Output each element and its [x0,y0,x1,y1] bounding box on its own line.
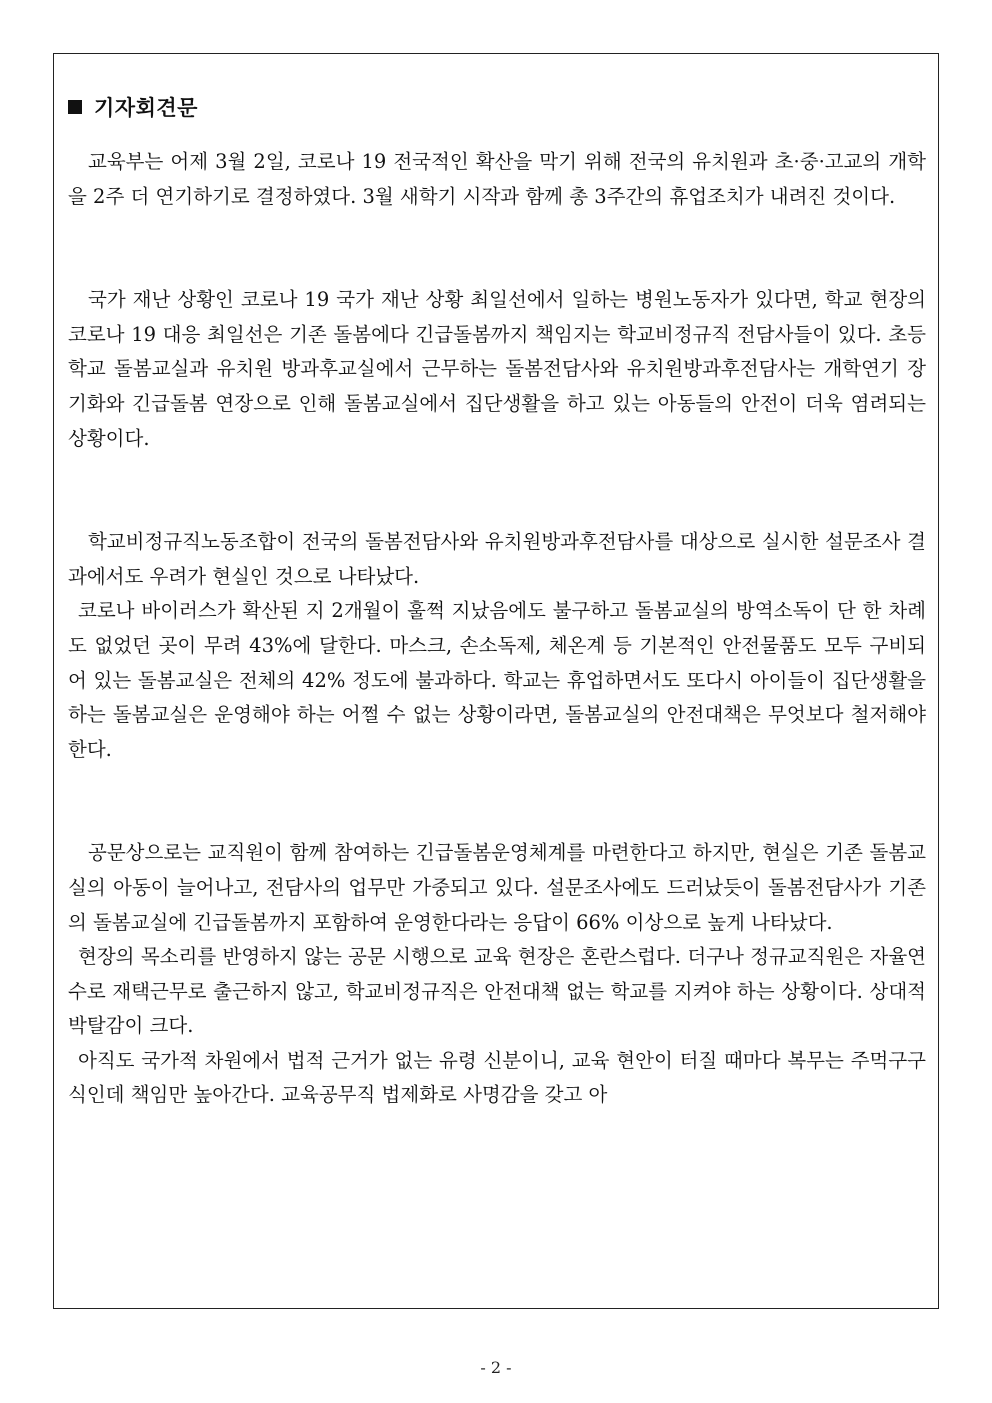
press-statement-body [68,145,926,1113]
paragraph-2: 국가 재난 상황인 코로나 19 국가 재난 상황 최일선에서 일하는 병원노동자가 있다면, 학교 현장의 코로나 19 대응 최일선은 기존 돌봄에다 긴급돌봄까지 책임지는 학교비정규직 전담사들이 있다. 초등학교 돌봄교실과 유치원 방과후교실에서 근무하는 돌봄전담사와 유치원방과후전담사는 개학연기 장기화와 긴급돌봄 연장으로 인해 돌봄교실에서 집단생활을 하고 있는 아동들의 안전이 더욱 염려되는 상황이다. [68,288,926,450]
heading-label: 기자회견문 [94,96,198,120]
section-heading [68,92,198,122]
black-square-icon [68,100,82,114]
paragraph-gap [68,214,926,283]
paragraph-6: 현장의 목소리를 반영하지 않는 공문 시행으로 교육 현장은 혼란스럽다. 더구나 정규교직원은 자율연수로 재택근무로 출근하지 않고, 학교비정규직은 안전대책 없는 학교를 지켜야 하는 상황이다. 상대적 박탈감이 크다. [68,945,926,1038]
paragraph-4: 코로나 바이러스가 확산된 지 2개월이 훌쩍 지났음에도 불구하고 돌봄교실의 방역소독이 단 한 차례도 없었던 곳이 무려 43%에 달한다. 마스크, 손소독제, 체온계 등 기본적인 안전물품도 모두 구비되어 있는 돌봄교실은 전체의 42% 정도에 불과하다. 학교는 휴업하면서도 또다시 아이들이 집단생활을 하는 돌봄교실은 운영해야 하는 어쩔 수 없는 상황이라면, 돌봄교실의 안전대책은 무엇보다 철저해야 한다. [68,599,926,761]
paragraph-5: 공문상으로는 교직원이 함께 참여하는 긴급돌봄운영체계를 마련한다고 하지만, 현실은 기존 돌봄교실의 아동이 늘어나고, 전담사의 업무만 가중되고 있다. 설문조사에도 드러났듯이 돌봄전담사가 기존의 돌봄교실에 긴급돌봄까지 포함하여 운영한다라는 응답이 66% 이상으로 높게 나타났다. [68,841,926,934]
paragraph-1: 교육부는 어제 3월 2일, 코로나 19 전국적인 확산을 막기 위해 전국의 유치원과 초·중·고교의 개학을 2주 더 연기하기로 결정하였다. 3월 새학기 시작과 함께 총 3주간의 휴업조치가 내려진 것이다. [68,150,926,208]
paragraph-gap [68,767,926,836]
document-frame [53,53,939,1309]
paragraph-gap [68,456,926,525]
page-number: - 2 - [480,1358,512,1377]
paragraph-3: 학교비정규직노동조합이 전국의 돌봄전담사와 유치원방과후전담사를 대상으로 실시한 설문조사 결과에서도 우려가 현실인 것으로 나타났다. [68,530,926,588]
paragraph-7: 아직도 국가적 차원에서 법적 근거가 없는 유령 신분이니, 교육 현안이 터질 때마다 복무는 주먹구구식인데 책임만 높아간다. 교육공무직 법제화로 사명감을 갖고 아 [68,1048,926,1107]
